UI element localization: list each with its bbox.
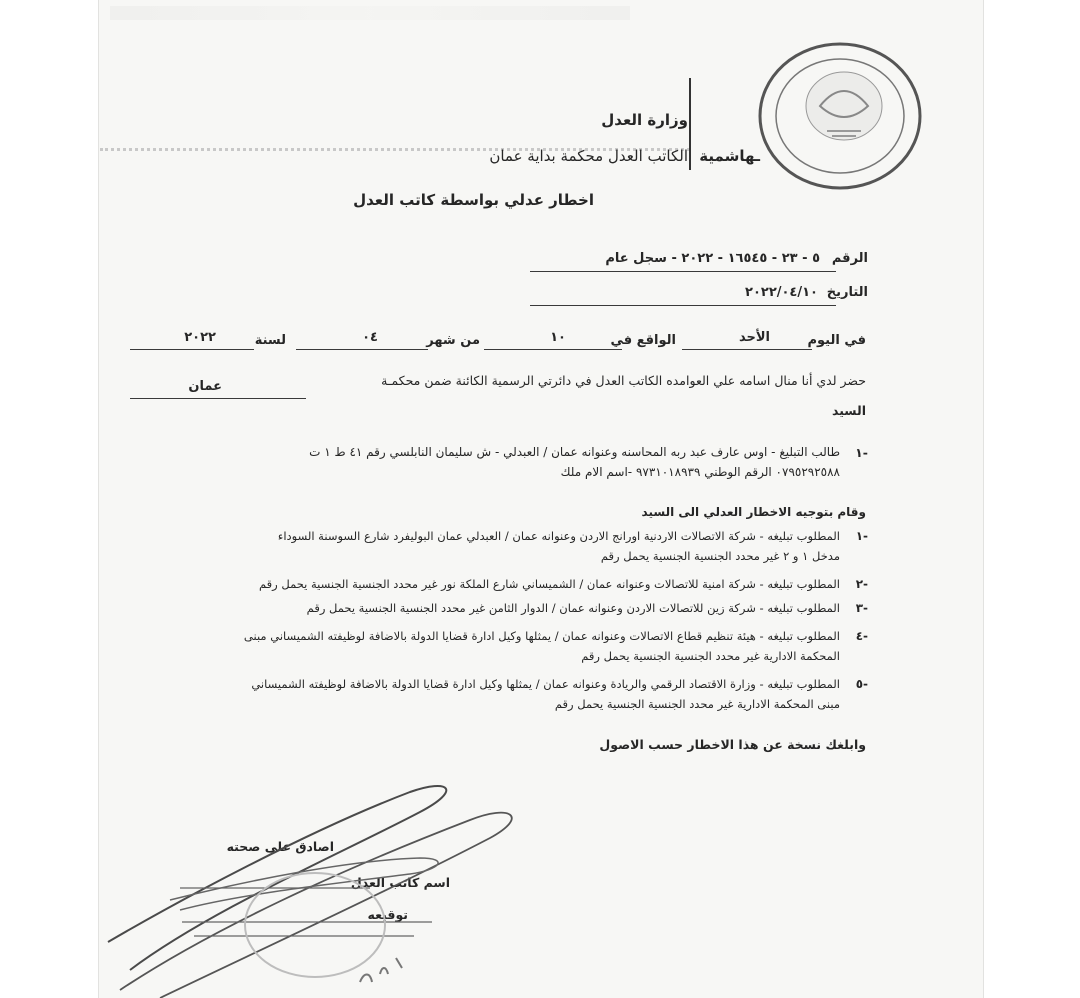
attendance-text: حضر لدي أنا منال اسامه علي العوامده الكاتب العدل في دائرتي الرسمية الكائنة ضمن محكمـة (381, 373, 866, 388)
year-value: ٢٠٢٢ (184, 330, 216, 345)
notary-name-label: اسم كاتب العدل (350, 875, 450, 890)
month-label: من شهر (426, 333, 480, 348)
respondent-5-line1: المطلوب تبليغه - وزارة الاقتصاد الرقمي والريادة وعنوانه عمان / يمثلها وكيل ادارة قضايا الدولة بالاضافة لوظيفته الشميساني (251, 677, 840, 691)
signature-label: توقيعه (367, 907, 408, 922)
kingdom-fragment: ـهاشمية (699, 147, 760, 165)
sayed-label: السيد (831, 403, 866, 418)
handwritten-signature (90, 760, 550, 998)
respondent-4-line1: المطلوب تبليغه - هيئة تنظيم قطاع الاتصالات وعنوانه عمان / يمثلها وكيل ادارة قضايا الدولة بالاضافة لوظيفته الشميساني مبنى (243, 629, 840, 643)
respondent-1-line2: مدخل ١ و ٢ غير محدد الجنسية الجنسية يحمل رقم (600, 549, 840, 563)
ministry-name: وزارة العدل (601, 111, 688, 129)
court-seal (752, 36, 928, 196)
number-underline (530, 271, 836, 272)
respondent-5-number: -٥ (855, 677, 868, 691)
number-value: ٥ - ٢٣ - ١٦٥٤٥ - ٢٠٢٢ - سجل عام (605, 251, 820, 266)
respondent-5-line2: مبنى المحكمة الادارية غير محدد الجنسية الجنسية يحمل رقم (554, 697, 840, 711)
court-underline (130, 398, 306, 399)
day-value: الأحد (738, 330, 770, 345)
requester-line1: طالب التبليغ - اوس عارف عبد ربه المحاسنه وعنوانه عمان / العبدلي - ش سليمان النابلسي رقم ٤١ ط ١ ت (309, 445, 840, 459)
court-value: عمان (188, 379, 222, 394)
on-day-label: في اليوم (807, 333, 866, 348)
date-num-underline (484, 349, 622, 350)
year-label: لسنة (254, 333, 286, 348)
respondent-4-line2: المحكمة الادارية غير محدد الجنسية الجنسية يحمل رقم (581, 649, 840, 663)
month-underline (296, 349, 428, 350)
document-title: اخطار عدلي بواسطة كاتب العدل (353, 191, 594, 209)
respondent-2-line1: المطلوب تبليغه - شركة امنية للاتصالات وعنوانه عمان / الشميساني شارع الملكة نور غير محدد الجنسية الجنسية يحمل رقم (259, 577, 840, 591)
respondent-3-line1: المطلوب تبليغه - شركة زين للاتصالات الاردن وعنوانه عمان / الدوار الثامن غير محدد الجنسية الجنسية يحمل رقم (306, 601, 840, 615)
day-underline (682, 349, 812, 350)
directed-to: وقام بتوجيه الاخطار العدلي الى السيد (641, 505, 866, 519)
respondent-4-number: -٤ (855, 629, 868, 643)
respondent-1-number: -١ (855, 529, 868, 543)
respondent-1-line1: المطلوب تبليغه - شركة الاتصالات الاردنية اورانج الاردن وعنوانه عمان / العبدلي عمان البوليفرد شارع السوسنة السوداء (277, 529, 840, 543)
date-num: ١٠ (550, 330, 566, 345)
scan-smudge (110, 6, 630, 20)
authentic-label: اصادق على صحته (226, 839, 334, 854)
date-value: ٢٠٢٢/٠٤/١٠ (745, 285, 818, 300)
date-label: التاريخ (826, 285, 868, 300)
requester-number: -١ (855, 445, 868, 460)
header-divider (689, 78, 691, 170)
notary-office: الكاتب العدل محكمة بداية عمان (489, 147, 688, 165)
falls-on-label: الواقع في (610, 333, 676, 348)
date-underline (530, 305, 836, 306)
respondent-3-number: -٣ (855, 601, 868, 615)
requester-line2: ٠٧٩٥٢٩٢٥٨٨ الرقم الوطني ٩٧٣١٠١٨٩٣٩ -اسم الام ملك (560, 465, 840, 479)
year-underline (130, 349, 254, 350)
month-value: ٠٤ (362, 330, 378, 345)
closing-line: وابلغك نسخة عن هذا الاخطار حسب الاصول (599, 737, 866, 752)
number-label: الرقم (831, 251, 868, 266)
respondent-2-number: -٢ (855, 577, 868, 591)
